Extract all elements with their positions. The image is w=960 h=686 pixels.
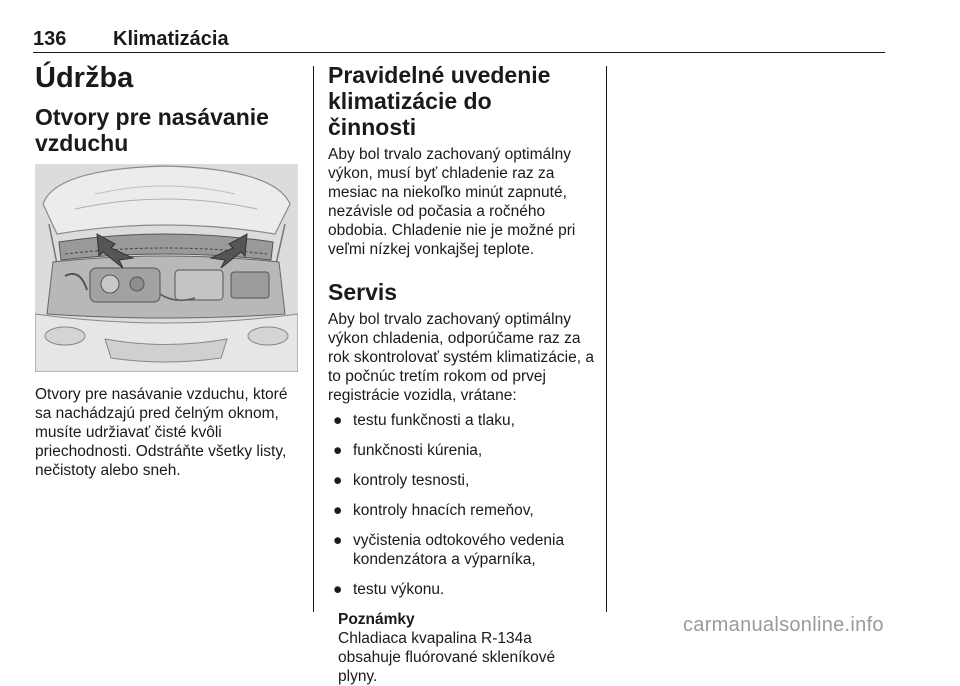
- column-divider-left: [313, 66, 314, 612]
- bullet-icon: ●: [333, 532, 343, 549]
- air-inlet-body-text: Otvory pre nasávanie vzduchu, ktoré sa nachádzajú pred čelným oknom, musíte udržiavať čisté kvôli priechodnosti. Odstráňte všetky listy, nečistoty alebo sneh.: [35, 386, 288, 479]
- service-checklist-item-text: vyčistenia odtokového vedenia kondenzátora a výparníka,: [353, 532, 565, 568]
- service-checklist-item-text: kontroly tesnosti,: [353, 472, 470, 489]
- right-column: [328, 62, 594, 686]
- service-checklist-item-text: testu funkčnosti a tlaku,: [353, 412, 515, 429]
- bullet-icon: ●: [333, 502, 343, 519]
- service-checklist-item: [328, 501, 594, 520]
- bullet-icon: ●: [333, 442, 343, 459]
- regular-operation-body-text: Aby bol trvalo zachovaný optimálny výkon, musí byť chladenie raz za mesiac na niekoľko minút zapnuté, nezávisle od počasia a ročného obdobia. Chladenie nie je možné pri veľmi nízkej vonkajšej teplote.: [328, 146, 576, 258]
- service-checklist-item: [328, 441, 594, 460]
- page-header: [33, 24, 885, 53]
- service-checklist-item: [328, 580, 594, 599]
- subsection-title-service: Servis: [328, 279, 398, 305]
- chapter-title: Klimatizácia: [113, 28, 229, 50]
- note-box: [338, 610, 594, 686]
- page-number: 136: [33, 28, 67, 50]
- left-column: [35, 62, 301, 480]
- watermark-text: carmanualsonline.info: [683, 614, 884, 636]
- service-checklist-item-text: testu výkonu.: [353, 581, 445, 598]
- section-title: Údržba: [35, 62, 134, 94]
- column-divider-right: [606, 66, 607, 612]
- bullet-icon: ●: [333, 581, 343, 598]
- service-checklist-item-text: funkčnosti kúrenia,: [353, 442, 483, 459]
- note-title: Poznámky: [338, 611, 415, 628]
- service-checklist-item-text: kontroly hnacích remeňov,: [353, 502, 534, 519]
- bullet-icon: ●: [333, 472, 343, 489]
- service-checklist-item: [328, 411, 594, 430]
- service-checklist-item: [328, 531, 594, 569]
- service-body-text: Aby bol trvalo zachovaný optimálny výkon chladenia, odporúčame raz za rok skontrolovať systém klimatizácie, a to počnúc tretím rokom od prvej registrácie vozidla, vrátane:: [328, 311, 594, 404]
- bullet-icon: ●: [333, 412, 343, 429]
- subsection-title-air-inlets: Otvory pre nasávanie vzduchu: [35, 104, 269, 156]
- subsection-title-regular-operation: Pravidelné uvedenie klimatizácie do činnosti: [328, 62, 551, 140]
- note-body-text: Chladiaca kvapalina R-134a obsahuje fluórované skleníkové plyny.: [338, 630, 556, 685]
- service-checklist: [328, 411, 594, 599]
- engine-bay-air-inlet-illustration-icon: [35, 164, 298, 372]
- service-checklist-item: [328, 471, 594, 490]
